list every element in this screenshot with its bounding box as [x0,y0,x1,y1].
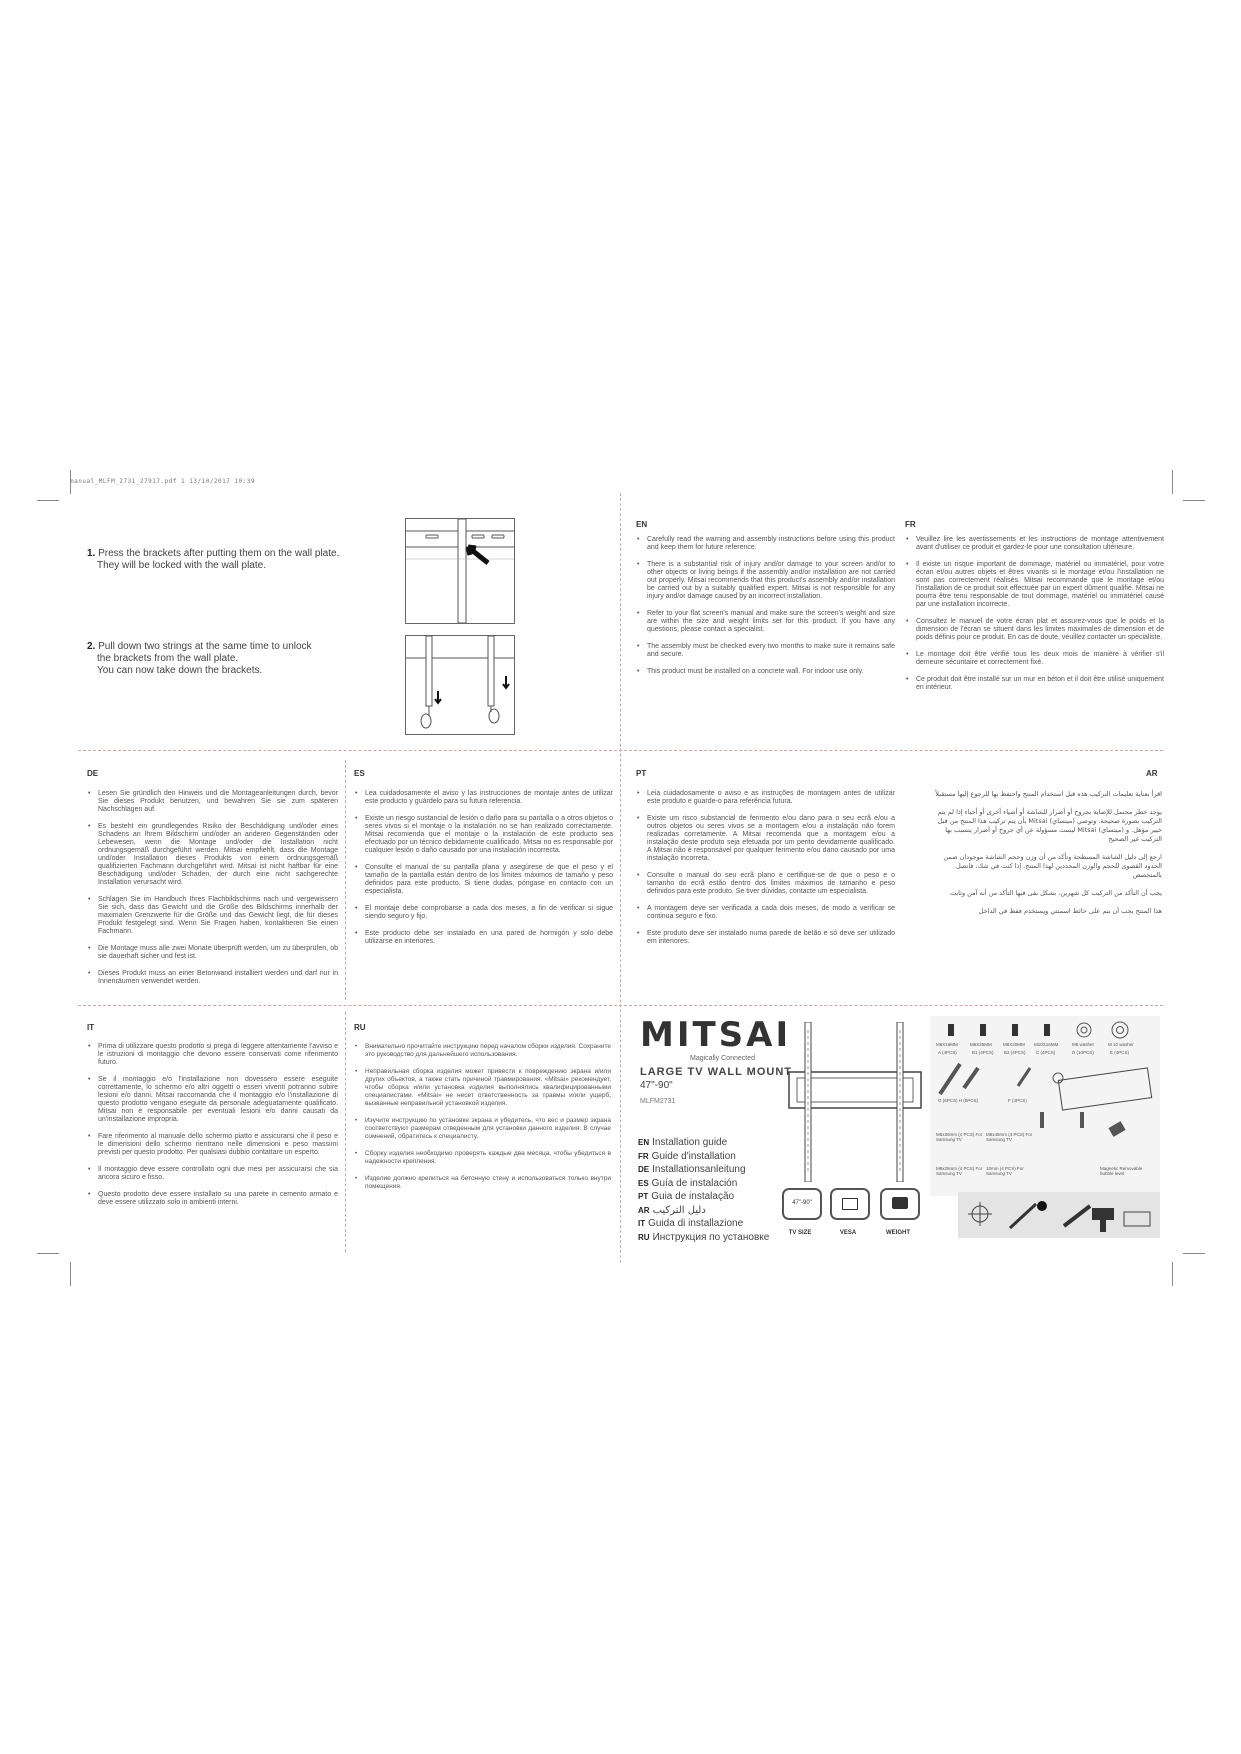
hw-screw: M6X16MM [936,1042,958,1047]
hw-bolt: F (4PCS) [1008,1098,1027,1103]
weight-icon [880,1188,920,1220]
column-divider [345,1012,346,1252]
section-code-ru: RU [354,1023,366,1032]
tv-size-icon [782,1188,822,1220]
brand-tagline: Magically Connected [690,1055,755,1062]
hw-screw: M10X16MM [1034,1042,1059,1047]
bullet: • Leia cuidadosamente o aviso e as instruções de montagem antes de utilizar este produto e guarde-o para referência futura. [637,790,895,806]
guide-item [638,1190,769,1204]
hw-screw: M6X35MM [970,1042,992,1047]
bullet: • Fare riferimento al manuale dello schermo piatto e assicurarsi che il peso e le dimensioni dello schermo rientrano nelle dimensioni e peso massimi previsti per questo prodotto. Per qualsiasi dubbio contattare un esperto. [88,1133,338,1157]
bullet: اقرأ بعناية تعليمات التركيب هذه قبل استخدام المنتج واحتفظ بها للرجوع إليها مستقبلاً [935,790,1162,798]
step-number: 1. [87,548,96,559]
bullet: يوجد خطر محتمل للإصابة بجروح أو أضرار للشاشة أو أشياء أخرى أو أحياء إذا لم يتم التركيب بصورة صحيحة. وتوصي (ميتساي) Mitsai بأن يتم تركيب هذا المنتج من قبل خبير مؤهل. و (ميتساي) Mitsai ليست مسؤولة عن أي جروح أو أضرار يتسبب بها التركيب غير الصحيح [937,808,1162,843]
guide-item [638,1136,769,1150]
bullet: • Le montage doit être vérifié tous les deux mois de manière à vérifier s'il demeure sécuritaire et correctement fixé. [906,651,1164,667]
guide-label: Guia de instalação [651,1191,735,1202]
step-line: You can now take down the brackets. [97,665,263,676]
center-divider [620,493,621,1263]
section-code-en: EN [636,520,648,529]
hw-screw: M8X20MM [1003,1042,1025,1047]
bullet: • Изучите инструкцию по установке экрана и убедитесь, что вес и размер экрана соответствуют размерам отведенным для установки данного изделия. В случае сомнений, обратитесь к специалисту. [355,1117,611,1141]
guide-code: ES [638,1178,649,1188]
bullet: هذا المنتج يجب أن يتم على حائط اسمنتي ويستخدم فقط في الداخل [978,907,1162,915]
bullet: • Изделие должно крепиться на бетонную стену и использоваться только внутри помещения. [355,1175,611,1191]
section-de [88,790,338,995]
guide-label: Guía de instalación [651,1177,738,1189]
guide-item [638,1150,769,1164]
hw-count: E (4PCS) [1110,1050,1130,1055]
crop-mark [37,500,59,501]
guide-code: RU [638,1232,650,1242]
bullet: يجب أن التأكد من التركيب كل شهرين، بشكل بقى فيها التأكد من أنه آمن وثابت [949,889,1162,897]
section-it [88,1043,338,1216]
hw-count: A (4PCS) [938,1050,957,1055]
section-code-pt: PT [636,769,647,778]
bullet: • This product must be installed on a concrete wall. For indoor use only. [637,668,895,676]
bullet: • Existe um risco substancial de ferimento e/ou dano para o seu ecrã e/ou a outros objetos ou seres vivos se a montagem e/ou a instalação não forem realizadas corretamente. A Mitsai recomenda que a montagem e/ou a instalação deste produto seja efetuada por um perito devidamente qualificado. A Mitsai não é responsável por qualquer ferimento e/ou dano causado por uma instalação incorreta. [637,815,895,863]
step-line: Press the brackets after putting them on the wall plate. [98,548,340,559]
vesa-label: VESA [839,1230,857,1236]
bullet: • El montaje debe comprobarse a cada dos meses, a fin de verificar si sigue siendo seguro y fijo. [355,905,613,921]
bullet: • Сборку изделия необходимо проверять каждые два месяца, чтобы убедиться в надежности крепления. [355,1150,611,1166]
section-code-es: ES [354,769,365,778]
step-line: They will be locked with the wall plate. [97,560,266,571]
bullet: • Refer to your flat screen's manual and make sure the screen's weight and size are within the size and weight limits set for this product. If you have any questions, please contact a specialist. [637,610,895,634]
section-pt [637,790,895,955]
hw-callout: M6x30mm (4 PCS) For Samsung TV [936,1132,983,1142]
bullet: • Prima di utilizzare questo prodotto si prega di leggere attentamente l'avviso e le istruzioni di montaggio che devono essere conservati come riferimento futuro. [88,1043,338,1067]
bullet: • Es besteht ein grundlegendes Risiko der Beschädigung und/oder eines Schadens an Ihrem Bildschirm und/oder an anderen Gegenständen oder Lebewesen, wenn die Montage und/oder die Installation nicht ordnungsgemäß durchgeführt werden. Mitsai empfiehlt, dass die Montage und/oder Installation dieses Produkts von einem ordnungsgemäß qualifizierten Fachmann durchgeführt wird. Mitsai ist nicht haftbar für eine Beschädigung und/oder Schaden, der durch eine nicht sachgerechte Installation verursacht wird. [88,823,338,887]
step-1-illustration [405,518,515,624]
crop-mark [1183,500,1205,501]
hw-callout: Magnetic Removable bubble level [1100,1166,1143,1176]
bullet: • There is a substantial risk of injury and/or damage to your screen and/or to other objects or living beings if the assembly and/or installation are not carried out properly. Mitsai recommends that this product's assembly and/or installation be carried out by a suitably qualified expert. Mitsai is not responsible for any injury and/or damage caused by an incorrect installation. [637,561,895,601]
bullet: • Внимательно прочитайте инструкцию перед началом сборки изделия. Сохраните это руководство для дальнейшего использования. [355,1043,611,1059]
crop-mark [1172,1262,1173,1286]
bullet: • Il existe un risque important de dommage, matériel ou immatériel, pour votre écran et/ou autres objets et êtres vivants si le montage et/ou l'installation ne sont pas correctement réalisés. Mitsai recommande que le montage et/ou l'installation de ce produit soit effectuée par un expert dûment qualifié. Mitsai ne pourra être tenu responsable de tout dommage, matériel ou immatériel causé par une installation incorrecte. [906,561,1164,609]
guide-label: Installation guide [652,1137,728,1148]
section-en [637,536,895,685]
file-header: manual_MLFM_2731_27917.pdf 1 13/10/2017 10:39 [70,478,256,485]
hw-screw: M8 washer [1072,1042,1095,1047]
hw-count: C (4PCS) [1036,1050,1056,1055]
bullet: • Неправильная сборка изделия может привести к повреждению экрана и/или других объектов, а также стать причиной травмирования. «Mitsai» рекомендует, чтобы сборка и/или установка изделия выполнялись квалифицированными специалистами. «Mitsai» не несет ответственность за травмы и/или ущерб, вызванные неправильной установкой изделия. [355,1068,611,1108]
crop-mark [37,1253,59,1254]
bullet: • Existe un riesgo sustancial de lesión o daño para su pantalla o a otros objetos o seres vivos si el montaje o la instalación no se han realizado correctamente. Mitsai recomienda que el montaje o la instalación de este producto sea efectuado por un técnico debidamente cualificado. Mitsai no es responsable por cualquier lesión o daño causado por una instalación incorrecta. [355,815,613,855]
bullet: • Veuillez lire les avertissements et les instructions de montage attentivement avant d'utiliser ce produit et gardez-le pour une consultation ultérieure. [906,536,1164,552]
wall-mount-drawing [785,1022,925,1182]
hw-screw: M 10 washer [1108,1042,1134,1047]
guide-item [638,1177,769,1191]
bullet: • Consulte o manual do seu ecrã plano e certifique-se de que o peso e o tamanho do ecrã estão dentro dos limites máximos de tamanho e peso definidos para este produto. Se tiver dúvidas, contacte um especialista. [637,872,895,896]
guide-item [638,1231,769,1245]
hw-anchors: G (6PCS) H (6PCS) [938,1098,979,1103]
guide-label: Guide d'installation [651,1150,736,1162]
weight-label: WEIGHT [886,1230,910,1236]
step-number: 2. [87,641,96,652]
section-ar [930,790,1162,925]
product-size: 47"-90" [640,1080,673,1091]
hw-count: D (10PCS) [1072,1050,1094,1055]
crop-mark [70,1262,71,1286]
bullet: • Se il montaggio e/o l'installazione non dovessero essere eseguite correttamente, lo schermo e/o altri oggetti o esseri viventi potranno subire lesioni e/o danni. Mitsai raccomanda che il montaggio e/o l'installazione di questo prodotto vengano eseguite da personale adeguatamente qualificato. Mitsai non è responsabile per eventuali lesioni e/o danni causati da un'installazione impropria. [88,1076,338,1124]
guide-label: Guida di installazione [648,1218,744,1229]
guide-code: EN [638,1138,650,1147]
section-code-de: DE [87,769,99,778]
bullet: • A montagem deve ser verificada a cada dois meses, de modo a verificar se continua seguro e fixo. [637,905,895,921]
section-code-ar: AR [1146,769,1158,778]
bullet: • Schlagen Sie im Handbuch Ihres Flachbildschirms nach und vergewissern Sie sich, dass das Gewicht und die Größe des Bildschirms innerhalb der maximalen Grenzwerte für die Größe und das Gewicht liegt, die für dieses Produkt festgelegt sind. Wenn Sie Fragen haben, kontaktieren Sie einen Fachmann. [88,896,338,936]
guide-label: Инструкция по установке [652,1231,770,1243]
hardware-panel [930,1016,1160,1196]
step-line: Pull down two strings at the same time to unlock [98,641,312,652]
hw-callout: M8x45mm (4 PCS) For Samsung TV [986,1132,1033,1142]
row-divider-1 [78,750,1163,751]
guide-language-list [638,1136,769,1244]
vesa-icon [830,1188,870,1220]
section-fr [906,536,1164,701]
crop-mark [1172,470,1173,494]
bullet: • Dieses Produkt muss an einer Betonwand installiert werden und darf nur in Innenräumen verwendet werden. [88,970,338,986]
tv-size-label: TV SIZE [788,1230,812,1236]
tv-size-value: 47"-90" [792,1200,812,1206]
bullet: ارجع إلى دليل الشاشة المسطحة وتأكد من أن وزن وحجم الشاشة موجودان ضمن الحدود القصوى للحجم والوزن المحددين لهذا المنتج. إذا كنت في شك، فاتصل بالمتخصص [943,853,1162,879]
product-model: MLFM2731 [640,1098,676,1105]
bullet: • Die Montage muss alle zwei Monate überprüft werden, um zu überprüfen, ob sie dauerhaft sicher und fest ist. [88,945,338,961]
bullet: • Consulte el manual de su pantalla plana y asegúrese de que el peso y el tamaño de la pantalla están dentro de los límites máximos de tamaño y peso definidos para este producto. Si tiene dudas, póngase en contacto con un especialista. [355,864,613,896]
guide-item [638,1217,769,1231]
section-es [355,790,613,955]
guide-label: دليل التركيب [652,1204,706,1216]
bullet: • Lesen Sie gründlich den Hinweis und die Montageanleitungen durch, bevor Sie dieses Produkt benutzen, und bewahren Sie sie zum späteren Nachschlagen auf. [88,790,338,814]
product-title: LARGE TV WALL MOUNT [640,1066,793,1078]
step-1 [87,548,339,572]
guide-item [638,1204,769,1218]
hw-callout: M8x25mm (4 PCS) For Samsung TV [936,1166,983,1176]
bullet: • Este produto deve ser instalado numa parede de betão e só deve ser utilizado em interiores. [637,930,895,946]
section-ru [355,1043,611,1200]
tools-strip [958,1192,1160,1238]
hw-count: B2 (4PCS) [1004,1050,1026,1055]
guide-code: FR [638,1151,649,1161]
bullet: • Ce produit doit être installé sur un mur en béton et il doit être utilisé uniquement en intérieur. [906,676,1164,692]
section-code-fr: FR [905,520,916,529]
guide-code: IT [638,1219,646,1228]
step-2-illustration [405,635,515,735]
guide-item [638,1163,769,1177]
hw-count: B1 (4PCS) [972,1050,994,1055]
guide-code: DE [638,1165,650,1174]
bullet: • Lea cuidadosamente el aviso y las instrucciones de montaje antes de utilizar este producto y guárdelo para su futura referencia. [355,790,613,806]
step-2 [87,641,312,677]
section-code-it: IT [87,1023,95,1032]
guide-code: AR [638,1205,650,1215]
guide-code: PT [638,1192,649,1201]
guide-label: Installationsanleitung [652,1164,746,1175]
hw-callout: 10mm (4 PCS) For Samsung TV [986,1166,1024,1176]
step-line: the brackets from the wall plate. [97,653,239,664]
bullet: • Este producto debe ser instalado en una pared de hormigón y solo debe utilizarse en interiores. [355,930,613,946]
bullet: • Questo prodotto deve essere installato su una parete in cemento armato e deve essere utilizzato solo in ambienti interni. [88,1191,338,1207]
bullet: • The assembly must be checked every two months to make sure it remains safe and secure. [637,643,895,659]
bullet: • Il montaggio deve essere controllato ogni due mesi per assicurarsi che sia ancora sicuro e fisso. [88,1166,338,1182]
row-divider-2 [78,1005,1163,1006]
bullet: • Consultez le manuel de votre écran plat et assurez-vous que le poids et la dimension de l'écran se situent dans les limites maximales de dimension et de poids définis pour ce produit. En cas de doute, veuillez contacter un spécialiste. [906,618,1164,642]
tools-drawing [958,1192,1160,1238]
column-divider [345,760,346,1000]
crop-mark [1183,1253,1205,1254]
brand-logo: MITSAI [640,1015,792,1055]
bullet: • Carefully read the warning and assembly instructions before using this product and keep them for future reference. [637,536,895,552]
